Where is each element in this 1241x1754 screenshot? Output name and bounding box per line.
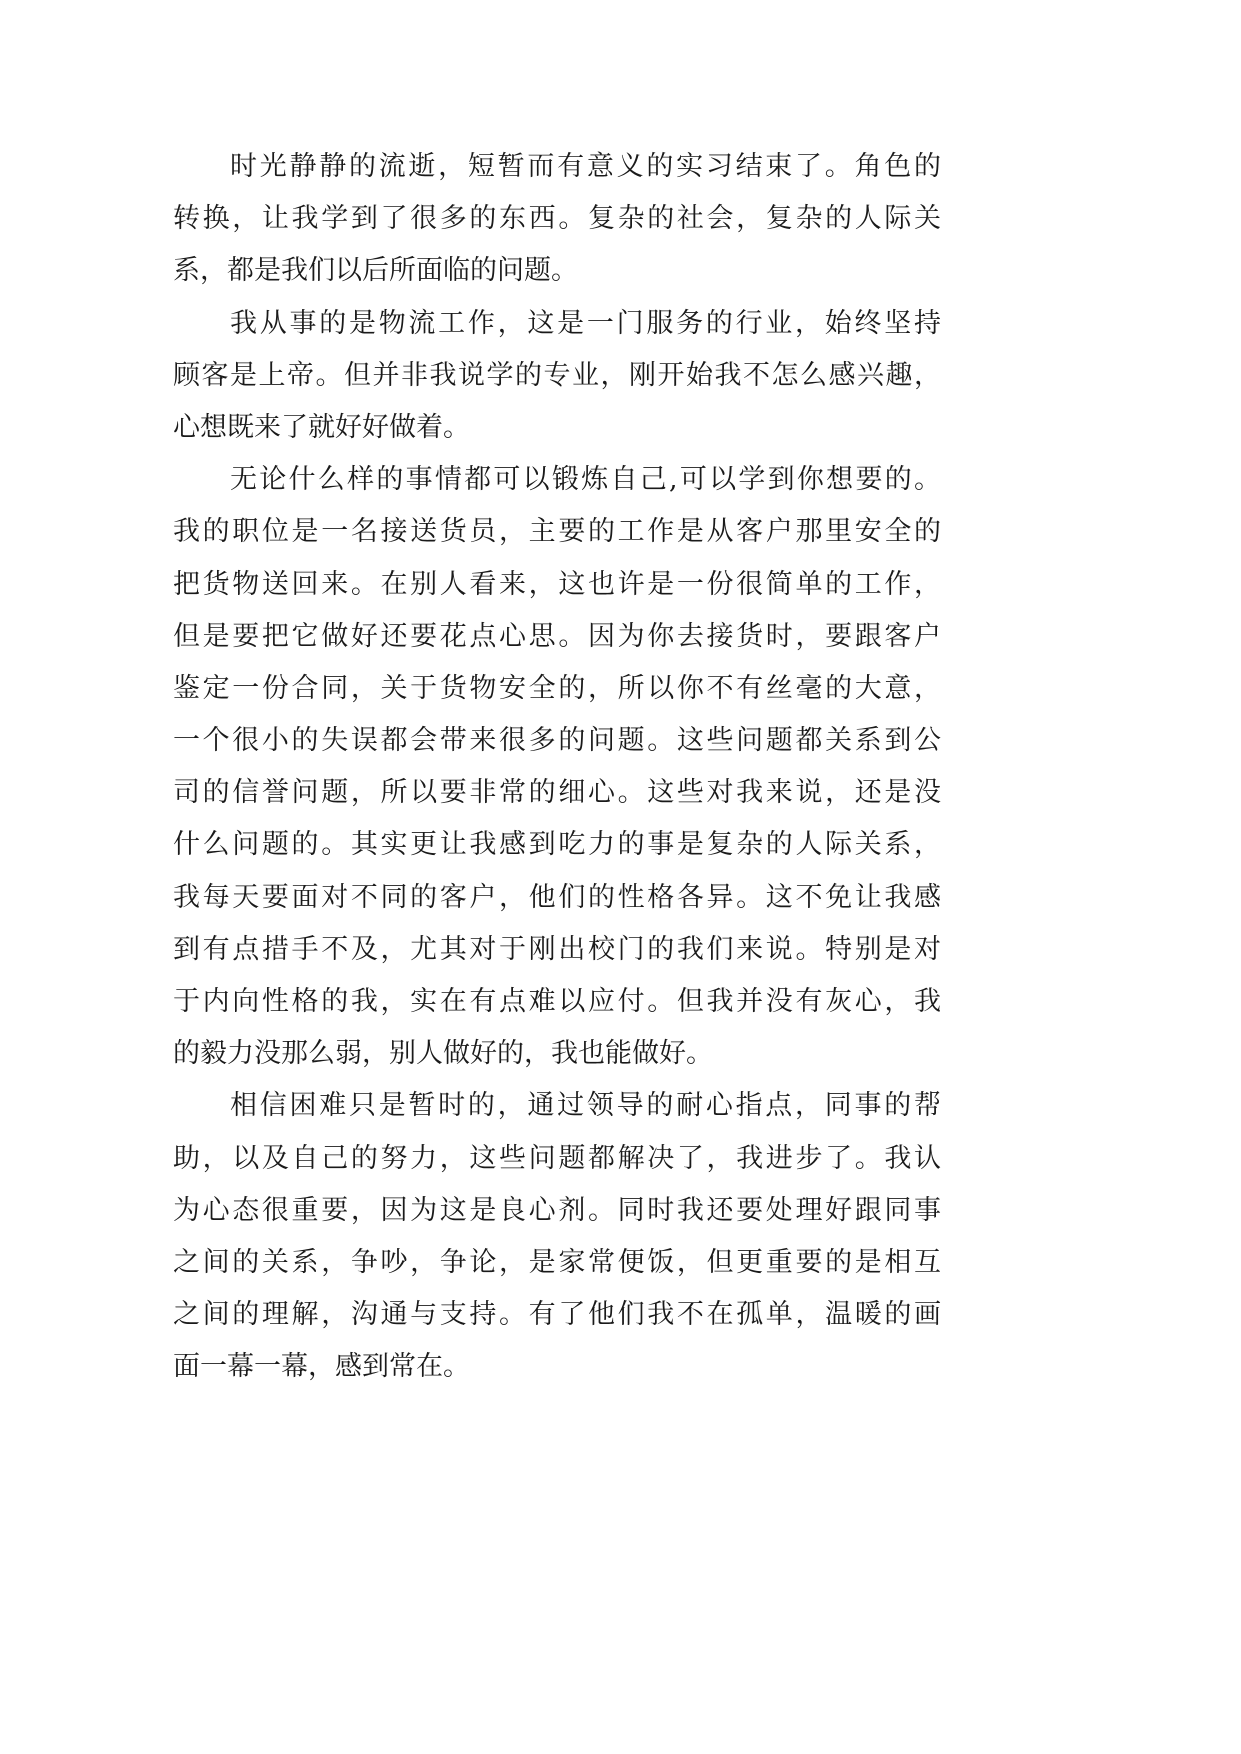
paragraph bbox=[173, 141, 941, 298]
text-line: 我从事的是物流工作，这是一门服务的行业，始终坚持 bbox=[230, 307, 941, 339]
paragraph bbox=[173, 1080, 941, 1393]
text-line: 助，以及自己的努力，这些问题都解决了，我进步了。我认 bbox=[173, 1142, 941, 1174]
text-line: 之间的理解，沟通与支持。有了他们我不在孤单，温暖的画 bbox=[173, 1299, 941, 1331]
text-line: 转换，让我学到了很多的东西。复杂的社会，复杂的人际关 bbox=[173, 203, 941, 235]
text-line: 无论什么样的事情都可以锻炼自己,可以学到你想要的。 bbox=[230, 464, 941, 496]
text-line: 把货物送回来。在别人看来，这也许是一份很简单的工作， bbox=[173, 568, 941, 600]
text-line: 系，都是我们以后所面临的问题。 bbox=[173, 255, 578, 287]
text-line: 一个很小的失误都会带来很多的问题。这些问题都关系到公 bbox=[173, 725, 941, 757]
text-line: 为心态很重要，因为这是良心剂。同时我还要处理好跟同事 bbox=[173, 1194, 941, 1226]
text-line: 心想既来了就好好做着。 bbox=[173, 411, 470, 443]
paragraph bbox=[173, 454, 941, 1080]
text-line: 面一幕一幕，感到常在。 bbox=[173, 1351, 470, 1383]
document-body bbox=[173, 141, 941, 1394]
text-line: 什么问题的。其实更让我感到吃力的事是复杂的人际关系， bbox=[173, 829, 941, 861]
text-line: 我的职位是一名接送货员，主要的工作是从客户那里安全的 bbox=[173, 516, 941, 548]
text-line: 鉴定一份合同，关于货物安全的，所以你不有丝毫的大意， bbox=[173, 672, 941, 704]
text-line: 顾客是上帝。但并非我说学的专业，刚开始我不怎么感兴趣， bbox=[173, 359, 941, 391]
text-line: 相信困难只是暂时的，通过领导的耐心指点，同事的帮 bbox=[230, 1090, 941, 1122]
text-line: 之间的关系，争吵，争论，是家常便饭，但更重要的是相互 bbox=[173, 1246, 941, 1278]
text-line: 司的信誉问题，所以要非常的细心。这些对我来说，还是没 bbox=[173, 777, 941, 809]
text-line: 我每天要面对不同的客户，他们的性格各异。这不免让我感 bbox=[173, 881, 941, 913]
text-line: 的毅力没那么弱，别人做好的，我也能做好。 bbox=[173, 1038, 713, 1070]
text-line: 时光静静的流逝，短暂而有意义的实习结束了。角色的 bbox=[230, 151, 941, 182]
paragraph bbox=[173, 298, 941, 455]
text-line: 于内向性格的我，实在有点难以应付。但我并没有灰心，我 bbox=[173, 986, 941, 1017]
text-line: 但是要把它做好还要花点心思。因为你去接货时，要跟客户 bbox=[173, 620, 941, 652]
text-line: 到有点措手不及，尤其对于刚出校门的我们来说。特别是对 bbox=[173, 933, 941, 965]
